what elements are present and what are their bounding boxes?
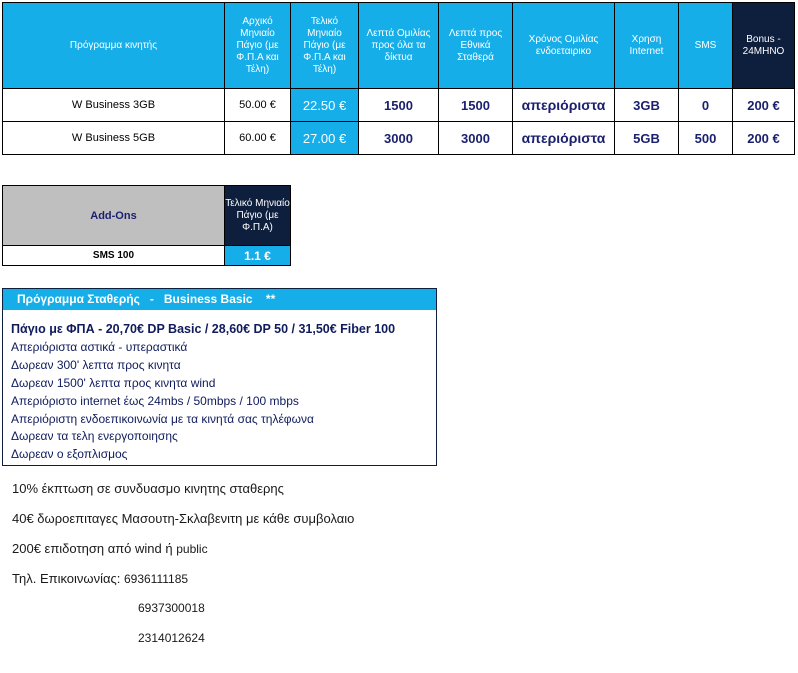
header-final-fee: Τελικό Μηνιαίο Πάγιο (με Φ.Π.Α και Τέλη) — [291, 3, 359, 89]
final-fee: 27.00 € — [291, 122, 359, 155]
minutes-landline: 3000 — [439, 122, 513, 155]
header-mobile-program: Πρόγραμμα κινητής — [3, 3, 225, 89]
final-fee: 22.50 € — [291, 89, 359, 122]
subsidy-store: public — [176, 542, 208, 556]
feature-item: Δωρεαν τα τελη ενεργοποιησης — [11, 429, 178, 444]
header-addons: Add-Ons — [3, 186, 225, 246]
fixed-program-body — [3, 310, 436, 464]
feature-item: Δωρεαν 300' λεπτα προς κινητα — [11, 357, 181, 372]
fixed-program-price: Πάγιο με ΦΠΑ - 20,70€ DP Basic / 28,60€ DP 50 / 31,50€ Fiber 100 — [11, 322, 396, 336]
intracompany-time: απεριόριστα — [513, 89, 615, 122]
initial-fee: 60.00 € — [225, 122, 291, 155]
feature-item: Δωρεαν 1500' λεπτα προς κινητα wind — [11, 375, 216, 390]
minutes-all: 1500 — [359, 89, 439, 122]
fixed-program-title: Πρόγραμμα Σταθερής - Business Basic ** — [3, 289, 436, 310]
table-row — [3, 122, 795, 155]
plan-name: W Business 3GB — [3, 89, 225, 122]
header-intracompany: Χρόνος Ομιλίας ενδοεταιρικο — [513, 3, 615, 89]
feature-item: Δωρεαν ο εξοπλισμος — [11, 447, 128, 462]
addons-header-row — [3, 186, 291, 246]
header-bonus: Bonus - 24ΜΗΝΟ — [733, 3, 795, 89]
note-subsidy — [12, 541, 208, 556]
header-minutes-landline: Λεπτά προς Εθνικά Σταθερά — [439, 3, 513, 89]
initial-fee: 50.00 € — [225, 89, 291, 122]
addon-name: SMS 100 — [3, 246, 225, 266]
subsidy-text: 200€ επιδοτηση από wind ή — [12, 541, 177, 556]
feature-item: Απεριόριστο internet έως 24mbs / 50mbps / 100 mbps — [11, 393, 299, 408]
phone-number: 6937300018 — [138, 601, 205, 615]
contact-label: Τηλ. Επικοινωνίας: — [12, 571, 124, 586]
feature-item: Απεριόριστα αστικά - υπεραστικά — [11, 339, 188, 354]
note-discount: 10% έκπτωση σε συνδυασμο κινητης σταθερης — [12, 481, 284, 496]
note-contact — [12, 571, 188, 586]
phone-number: 2314012624 — [138, 631, 205, 645]
minutes-landline: 1500 — [439, 89, 513, 122]
bonus: 200 € — [733, 89, 795, 122]
sms-count: 0 — [679, 89, 733, 122]
fixed-program-box — [2, 288, 437, 466]
minutes-all: 3000 — [359, 122, 439, 155]
plan-name: W Business 5GB — [3, 122, 225, 155]
sms-count: 500 — [679, 122, 733, 155]
internet-data: 5GB — [615, 122, 679, 155]
note-voucher: 40€ δωροεπιταγες Μασουτη-Σκλαβενιτη με κάθε συμβολαιο — [12, 511, 355, 526]
header-initial-fee: Αρχικό Μηνιαίο Πάγιο (με Φ.Π.Α και Τέλη) — [225, 3, 291, 89]
phone-number: 6936111185 — [123, 572, 189, 586]
plans-header-row — [3, 3, 795, 89]
mobile-plans-table — [2, 2, 795, 155]
feature-item: Απεριόριστη ενδοεπικοινωνία με τα κινητά σας τηλέφωνα — [11, 411, 314, 426]
header-minutes-all: Λεπτά Ομιλίας προς όλα τα δίκτυα — [359, 3, 439, 89]
header-sms: SMS — [679, 3, 733, 89]
intracompany-time: απεριόριστα — [513, 122, 615, 155]
table-row — [3, 89, 795, 122]
addon-fee: 1.1 € — [225, 246, 291, 266]
internet-data: 3GB — [615, 89, 679, 122]
table-row — [3, 246, 291, 266]
bonus: 200 € — [733, 122, 795, 155]
header-addon-fee: Τελικό Μηνιαίο Πάγιο (με Φ.Π.Α) — [225, 186, 291, 246]
addons-table — [2, 185, 291, 266]
header-internet: Χρηση Internet — [615, 3, 679, 89]
